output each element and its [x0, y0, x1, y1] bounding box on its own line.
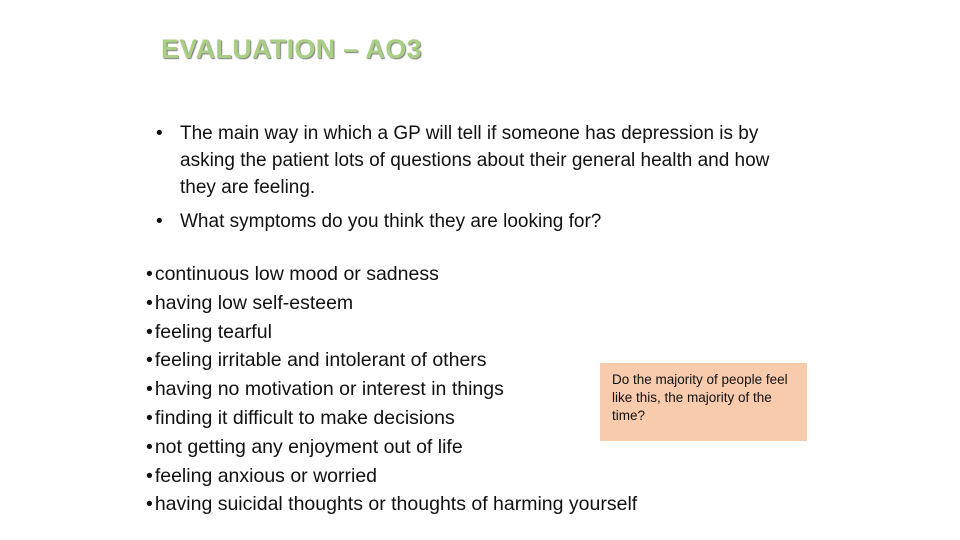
bullet-icon: •	[146, 406, 153, 429]
intro-text: The main way in which a GP will tell if someone has depression is by asking the patient lots of questions about their general health and how they are feeling.	[180, 123, 770, 198]
intro-text: What symptoms do you think they are looking for?	[180, 211, 602, 232]
bullet-icon: •	[146, 464, 153, 487]
bullet-icon: •	[146, 263, 153, 285]
symptom-text: not getting any enjoyment out of life	[154, 435, 463, 458]
symptom-text: feeling irritable and intolerant of others	[154, 349, 487, 372]
symptom-text: finding it difficult to make decisions	[154, 406, 455, 429]
callout-box: Do the majority of people feel like this, the majority of the time?	[600, 363, 807, 441]
intro-list	[156, 120, 806, 242]
intro-item	[156, 208, 806, 235]
bullet-icon: •	[146, 349, 153, 372]
symptom-text: feeling anxious or worried	[154, 464, 378, 487]
bullet-icon: •	[146, 435, 153, 458]
symptom-text: continuous low mood or sadness	[154, 263, 439, 285]
slide-title: EVALUATION – AO3	[161, 34, 422, 64]
intro-item	[156, 120, 806, 201]
bullet-icon: •	[146, 291, 153, 314]
bullet-icon: •	[156, 211, 163, 232]
bullet-icon: •	[146, 493, 153, 516]
symptom-item	[146, 289, 766, 318]
symptom-text: having no motivation or interest in things	[154, 378, 504, 401]
symptom-item	[146, 490, 766, 519]
symptom-item	[146, 462, 766, 491]
symptom-item	[146, 318, 766, 347]
bullet-icon: •	[146, 320, 153, 343]
bullet-icon: •	[156, 123, 163, 144]
symptom-text: feeling tearful	[154, 320, 272, 343]
symptom-item	[146, 260, 766, 289]
bullet-icon: •	[146, 378, 153, 401]
symptom-text: having suicidal thoughts or thoughts of harming yourself	[154, 493, 638, 516]
symptom-text: having low self-esteem	[154, 291, 354, 314]
